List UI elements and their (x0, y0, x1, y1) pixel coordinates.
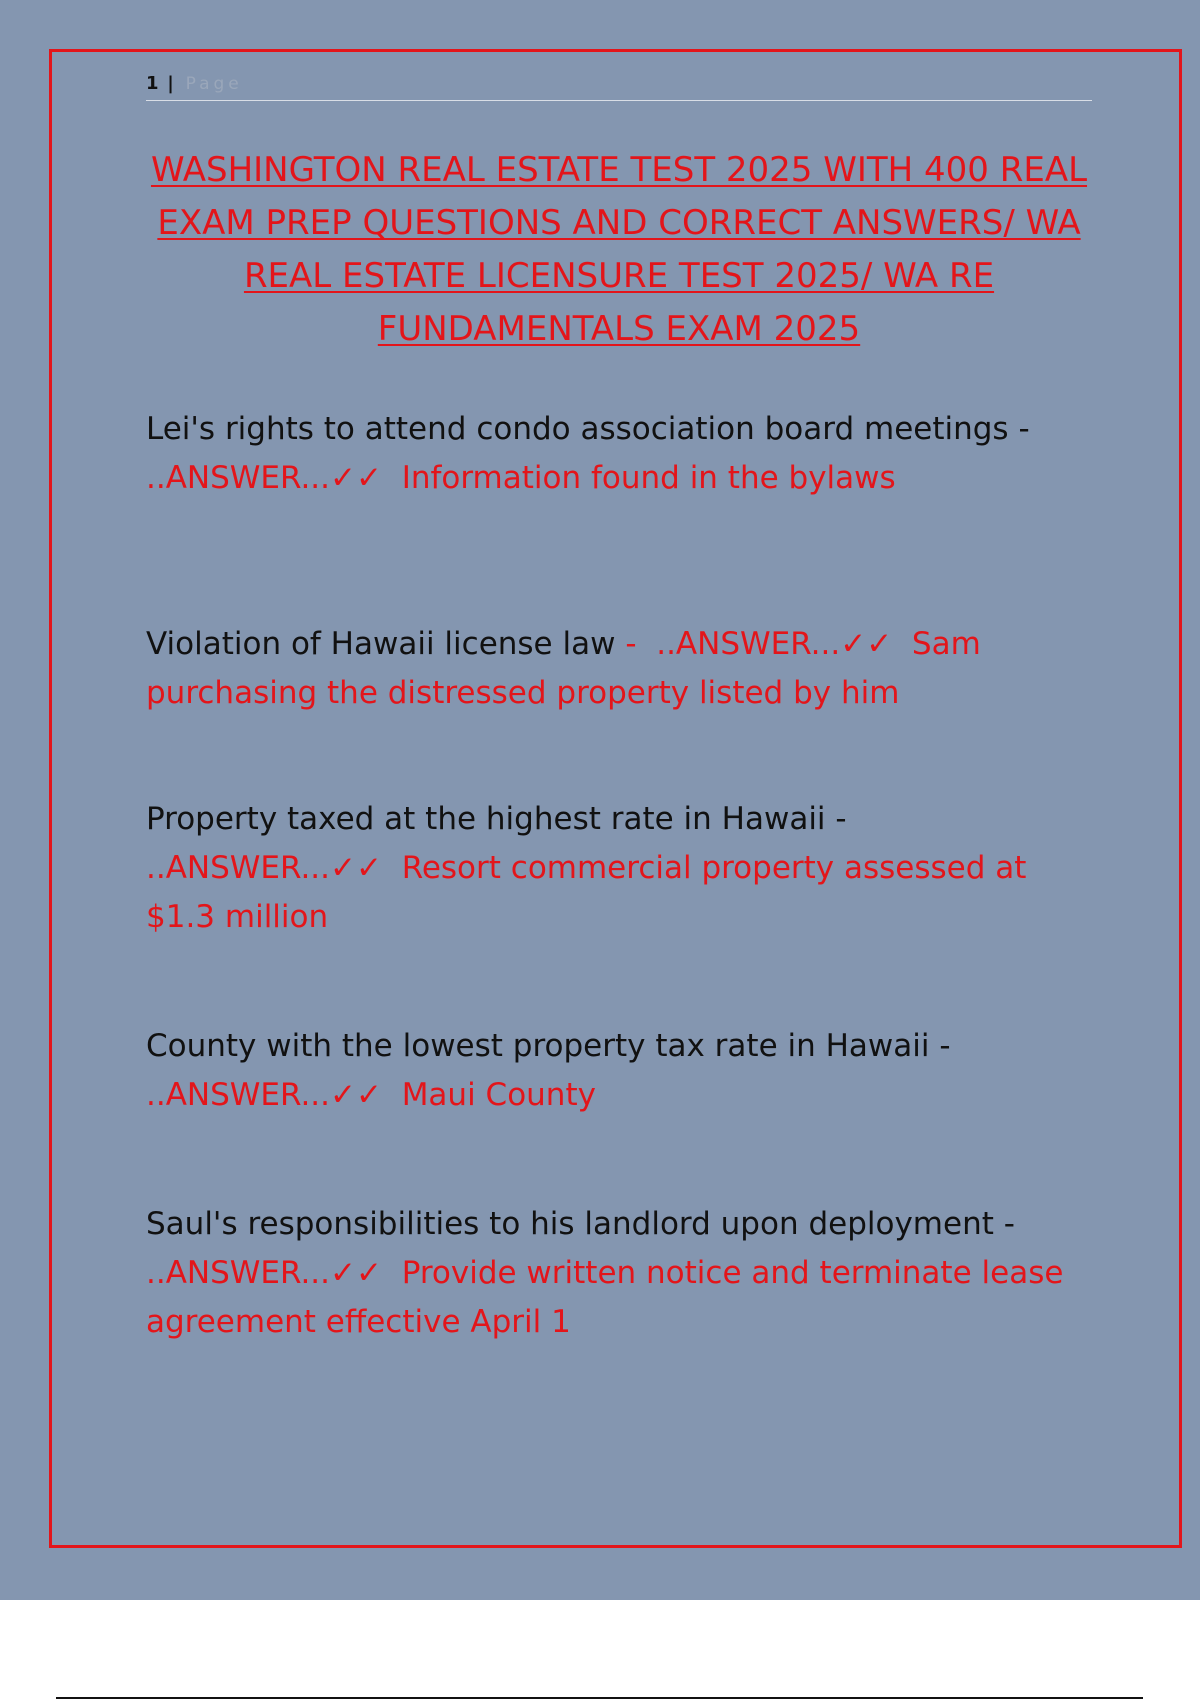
qa-item (146, 405, 1086, 503)
answer-prefix: ..ANSWER...✓✓ (146, 1077, 382, 1113)
question-dash: - (939, 1028, 951, 1064)
question-dash: - (625, 626, 637, 662)
answer-prefix: ..ANSWER...✓✓ (146, 1255, 382, 1291)
question-text: Property taxed at the highest rate in Hawaii (146, 801, 826, 837)
bottom-divider (56, 1697, 1143, 1699)
qa-item (146, 1200, 1086, 1347)
question-dash: - (1003, 1206, 1015, 1242)
qa-item (146, 620, 1086, 718)
page-word: Page (185, 74, 243, 94)
question-dash: - (835, 801, 847, 837)
question-text: Lei's rights to attend condo association board meetings (146, 411, 1009, 447)
question-text: Violation of Hawaii license law (146, 626, 616, 662)
qa-item (146, 1022, 1086, 1120)
qa-item (146, 795, 1086, 942)
answer-text: Information found in the bylaws (401, 460, 896, 496)
answer-text: Provide written notice and terminate lease agreement effective April 1 (146, 1255, 1064, 1340)
question-text: Saul's responsibilities to his landlord upon deployment (146, 1206, 994, 1242)
document-title: WASHINGTON REAL ESTATE TEST 2025 WITH 400 REAL EXAM PREP QUESTIONS AND CORRECT ANSWERS/ WA REAL ESTATE LICENSURE TEST 2025/ WA RE FUNDAMENTALS EXAM 2025 (150, 150, 1088, 349)
answer-prefix: ..ANSWER...✓✓ (146, 460, 382, 496)
page-header (146, 72, 1092, 101)
question-dash: - (1018, 411, 1030, 447)
page-number: 1 (146, 73, 159, 94)
answer-prefix: ..ANSWER...✓✓ (146, 850, 382, 886)
answer-text: Maui County (401, 1077, 596, 1113)
answer-prefix: ..ANSWER...✓✓ (656, 626, 893, 662)
question-text: County with the lowest property tax rate in Hawaii (146, 1028, 930, 1064)
answer-text: Resort commercial property assessed at $1.3 million (146, 850, 1027, 935)
page-separator: | (167, 73, 174, 94)
answer-text: Sam purchasing the distressed property listed by him (146, 626, 981, 711)
